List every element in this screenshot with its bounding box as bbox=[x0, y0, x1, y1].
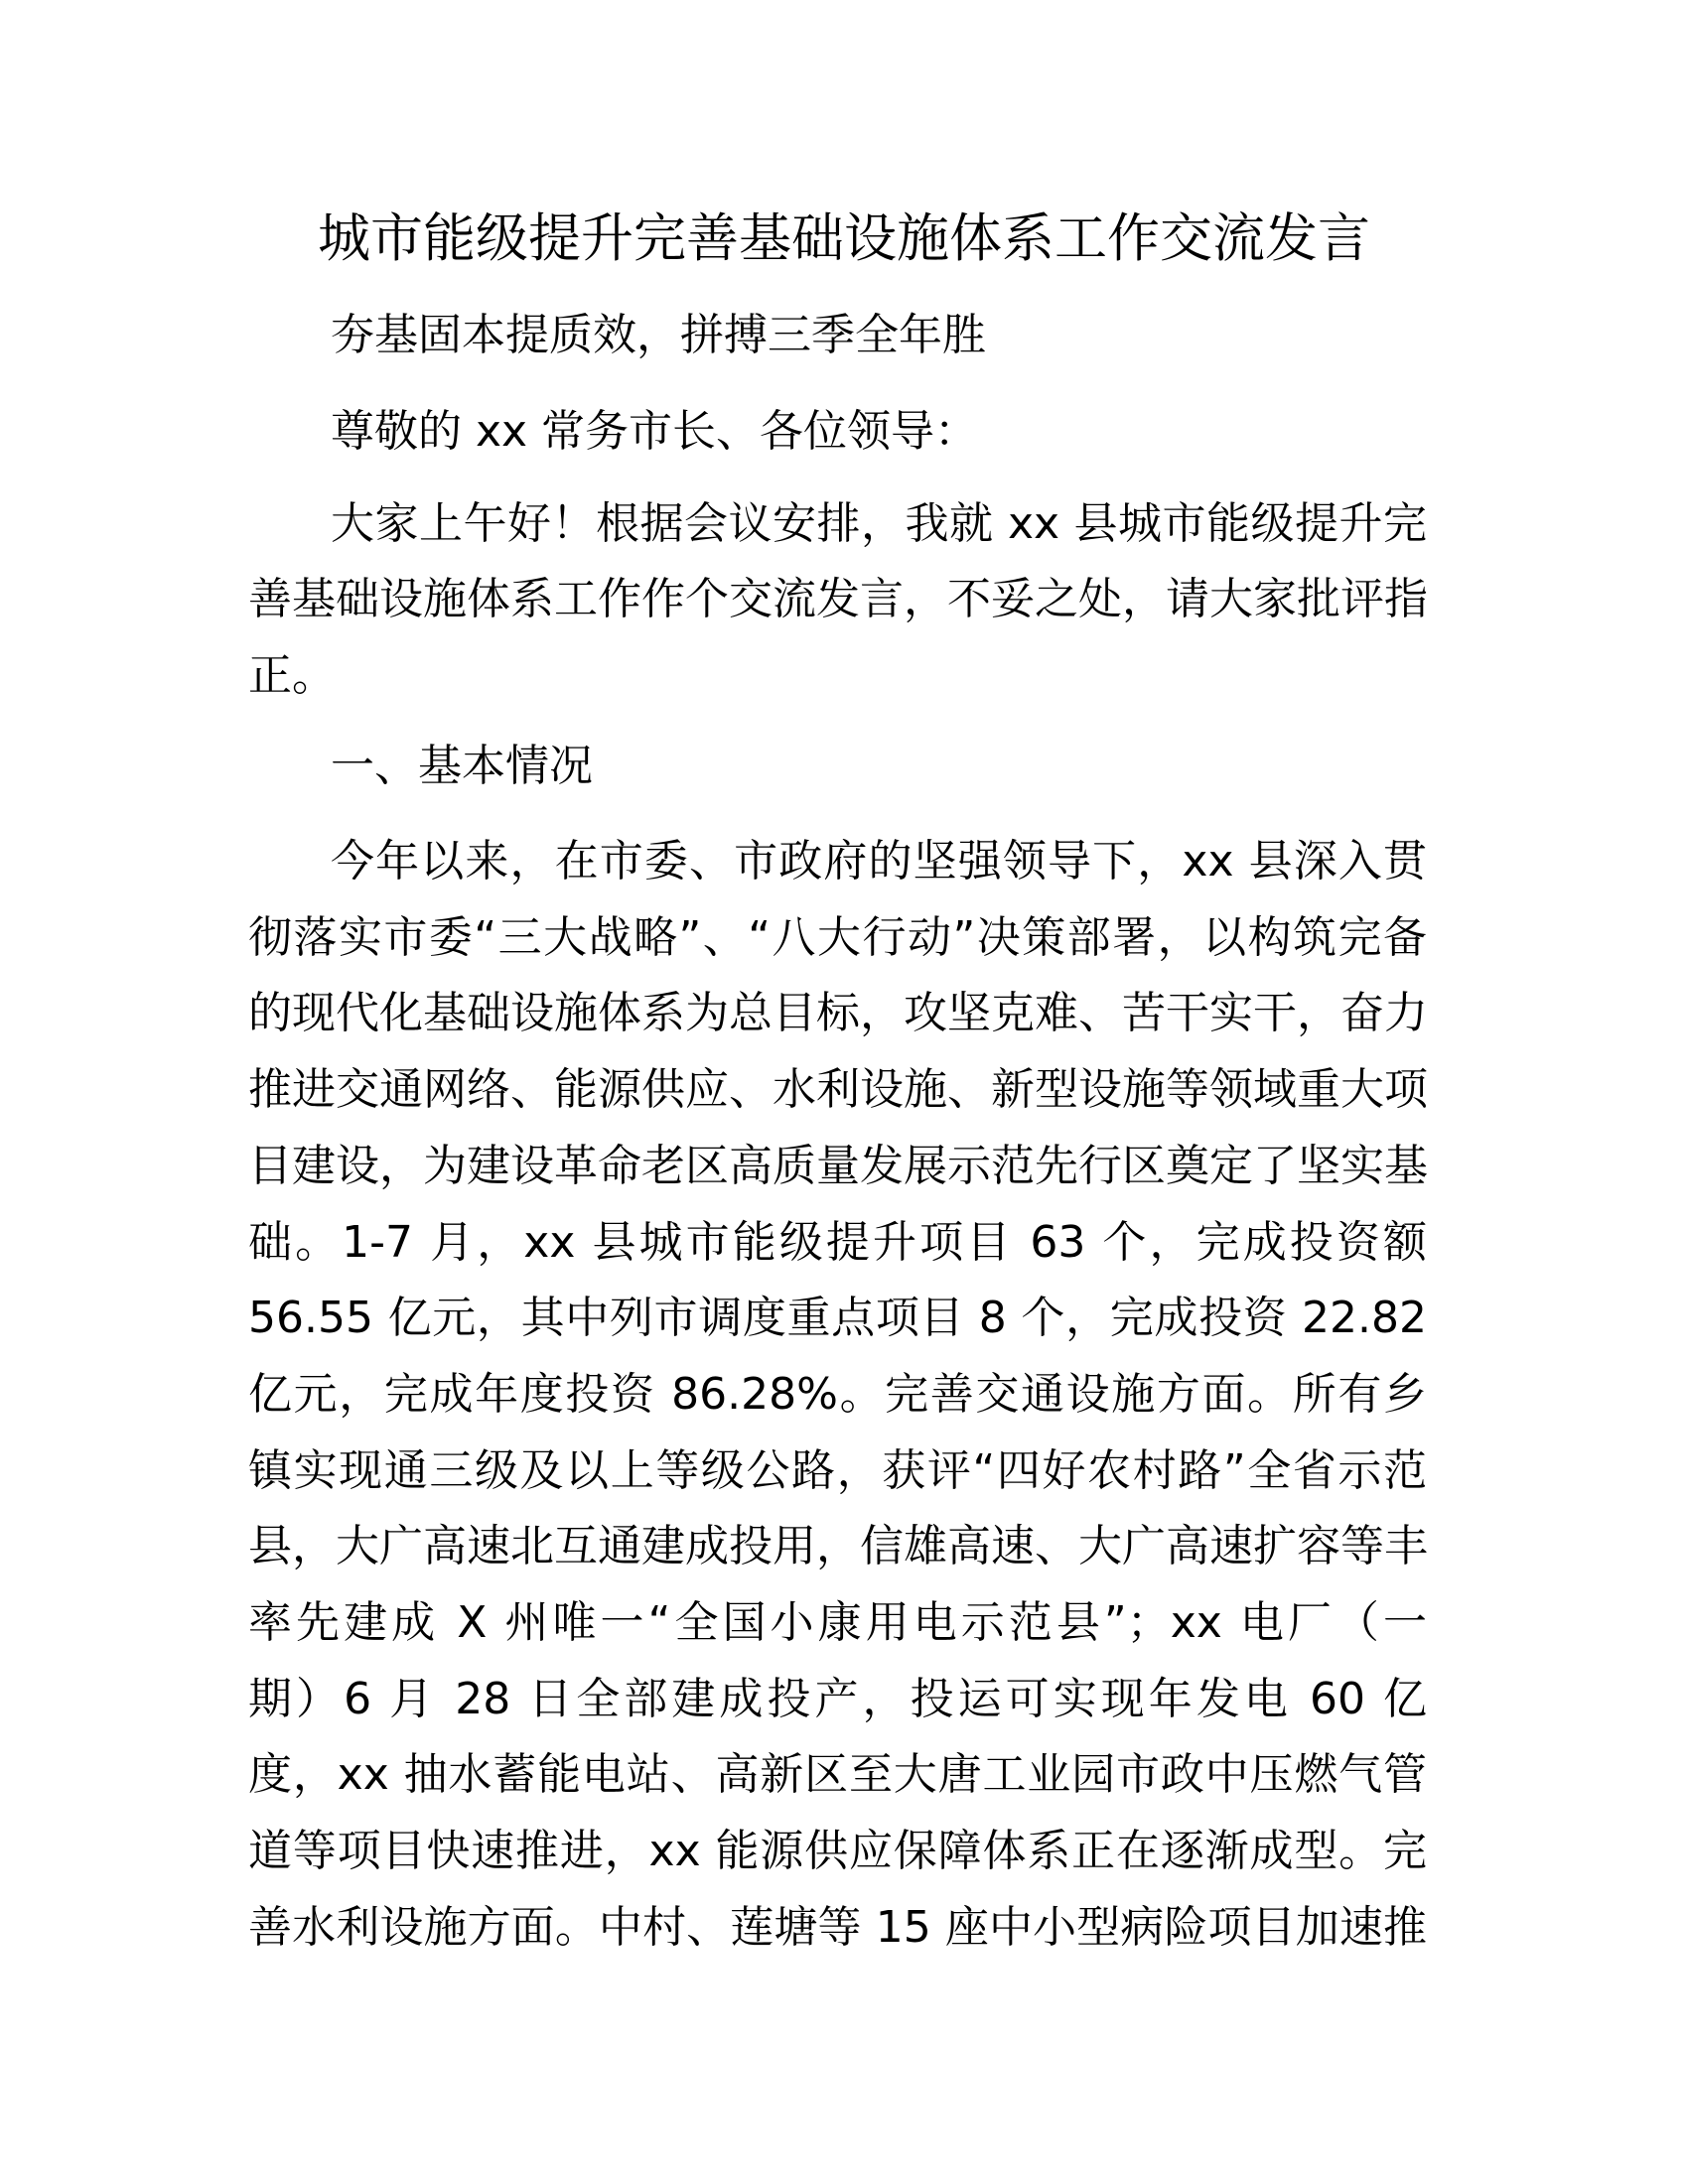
subtitle: 夯基固本提质效，拼搏三季全年胜 bbox=[331, 310, 986, 360]
body-line: 镇实现通三级及以上等级公路，获评“四好农村路”全省示范 bbox=[248, 1444, 1427, 1496]
body-line: 推进交通网络、能源供应、水利设施、新型设施等领域重大项 bbox=[248, 1064, 1428, 1116]
salutation: 尊敬的 xx 常务市长、各位领导： bbox=[331, 406, 979, 457]
intro-line: 正。 bbox=[248, 650, 336, 701]
body-line: 亿元，完成年度投资 86.28%。完善交通设施方面。所有乡 bbox=[248, 1368, 1427, 1420]
body-line: 道等项目快速推进，xx 能源供应保障体系正在逐渐成型。完 bbox=[248, 1826, 1427, 1877]
body-line: 今年以来，在市委、市政府的坚强领导下，xx 县深入贯 bbox=[331, 836, 1427, 887]
body-line: 目建设，为建设革命老区高质量发展示范先行区奠定了坚实基 bbox=[248, 1140, 1428, 1191]
intro-line: 善基础设施体系工作作个交流发言，不妥之处，请大家批评指 bbox=[248, 574, 1428, 624]
body-line: 度，xx 抽水蓄能电站、高新区至大唐工业园市政中压燃气管 bbox=[248, 1749, 1427, 1801]
document-title: 城市能级提升完善基础设施体系工作交流发言 bbox=[318, 208, 1370, 269]
body-line: 率先建成 X 州唯一“全国小康用电示范县”；xx 电厂（一 bbox=[248, 1597, 1427, 1648]
body-line: 彻落实市委“三大战略”、“八大行动”决策部署，以构筑完备 bbox=[248, 911, 1427, 963]
body-line: 56.55 亿元，其中列市调度重点项目 8 个，完成投资 22.82 bbox=[248, 1293, 1427, 1344]
section-heading: 一、基本情况 bbox=[331, 741, 593, 791]
body-line: 期）6 月 28 日全部建成投产，投运可实现年发电 60 亿 bbox=[248, 1673, 1427, 1724]
body-line: 的现代化基础设施体系为总目标，攻坚克难、苦干实干，奋力 bbox=[248, 988, 1428, 1039]
body-line: 县，大广高速北互通建成投用，信雄高速、大广高速扩容等丰 bbox=[248, 1521, 1428, 1572]
body-line: 础。1-7 月，xx 县城市能级提升项目 63 个，完成投资额 bbox=[248, 1216, 1427, 1268]
intro-line: 大家上午好！根据会议安排，我就 xx 县城市能级提升完 bbox=[331, 498, 1427, 549]
body-line: 善水利设施方面。中村、莲塘等 15 座中小型病险项目加速推 bbox=[248, 1901, 1427, 1953]
